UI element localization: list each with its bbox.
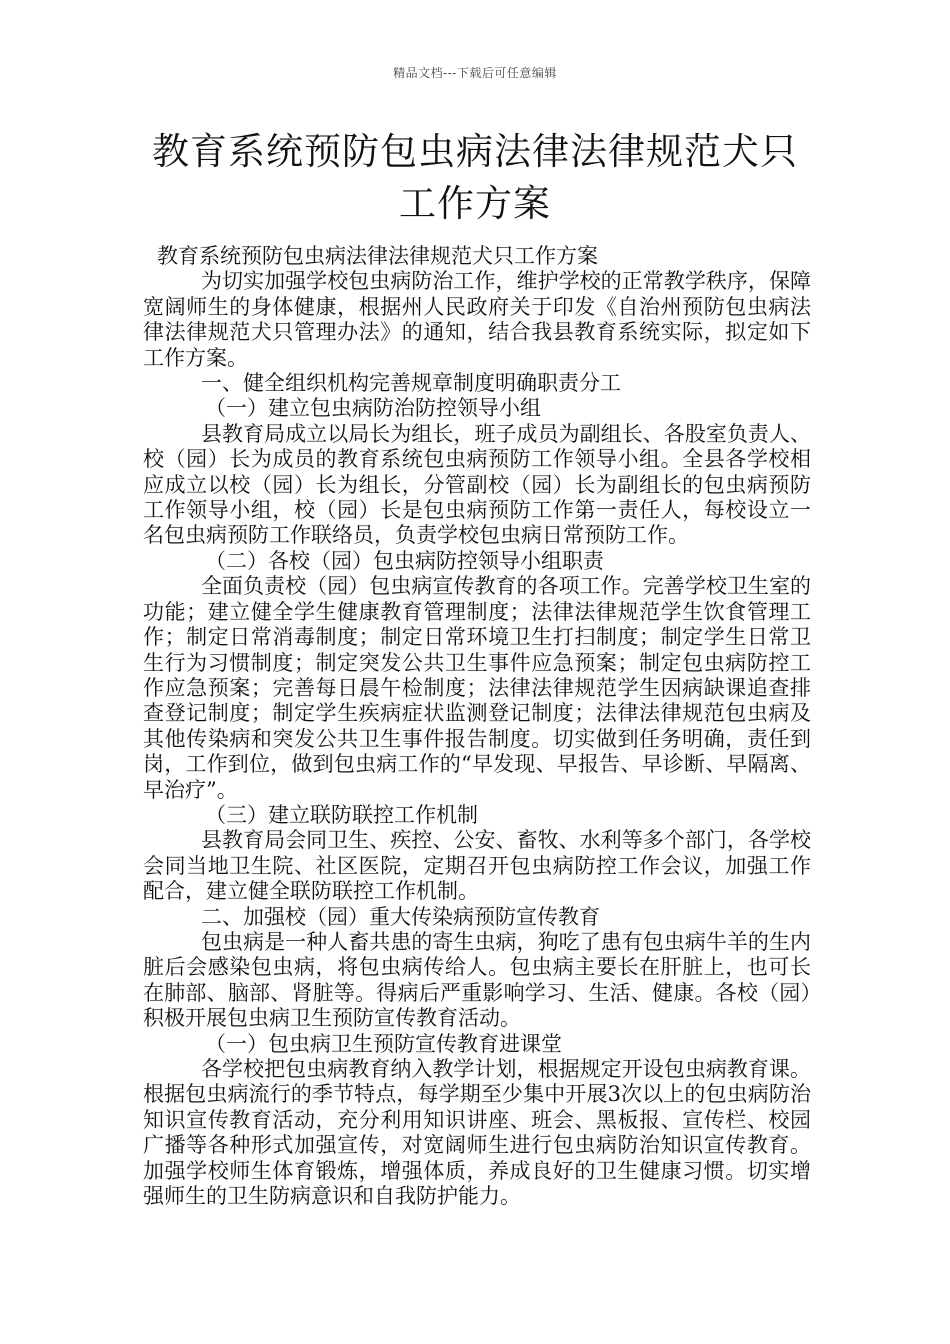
section-heading-2: 二、加强校（园）重大传染病预防宣传教育 <box>201 904 600 929</box>
subsection-heading-1-3: （三）建立联防联控工作机制 <box>205 802 478 827</box>
section-heading-1: 一、健全组织机构完善规章制度明确职责分工 <box>201 371 621 396</box>
body-paragraph: 全面负责校（园）包虫病宣传教育的各项工作。完善学校卫生室的功能；建立健全学生健康教育管理制度；法律法律规范学生饮食管理工作；制定日常消毒制度；制定日常环境卫生打扫制度；制定学生日常卫生行为习惯制度；制定突发公共卫生事件应急预案；制定包虫病防控工作应急预案；完善每日晨午检制度；法律法律规范学生因病缺课追查排查登记制度；制定学生疾病症状监测登记制度；法律法律规范包虫病及其他传染病和突发公共卫生事件报告制度。切实做到任务明确，责任到岗，工作到位，做到包虫病工作的“早发现、早报告、早诊断、早隔离、早治疗”。 <box>143 574 811 802</box>
document-title: 教育系统预防包虫病法律法律规范犬只工作方案 <box>152 130 798 225</box>
subsection-heading-2-1: （一）包虫病卫生预防宣传教育进课堂 <box>205 1031 562 1056</box>
document-body <box>143 244 811 1209</box>
body-paragraph: 各学校把包虫病教育纳入教学计划，根据规定开设包虫病教育课。根据包虫病流行的季节特点，每学期至少集中开展3次以上的包虫病防治知识宣传教育活动，充分利用知识讲座、班会、黑板报、宣传栏、校园广播等各种形式加强宣传，对宽阔师生进行包虫病防治知识宣传教育。加强学校师生体育锻炼，增强体质，养成良好的卫生健康习惯。切实增强师生的卫生防病意识和自我防护能力。 <box>143 1057 811 1209</box>
intro-paragraph: 为切实加强学校包虫病防治工作，维护学校的正常教学秩序，保障宽阔师生的身体健康，根据州人民政府关于印发《自治州预防包虫病法律法律规范犬只管理办法》的通知，结合我县教育系统实际，拟定如下工作方案。 <box>143 269 811 370</box>
header-note: 精品文档---下载后可任意编辑 <box>393 66 557 80</box>
subtitle-line: 教育系统预防包虫病法律法律规范犬只工作方案 <box>157 244 598 268</box>
body-paragraph: 包虫病是一种人畜共患的寄生虫病，狗吃了患有包虫病牛羊的生内脏后会感染包虫病，将包虫病传给人。包虫病主要长在肝脏上，也可长在肺部、脑部、肾脏等。得病后严重影响学习、生活、健康。各校（园）积极开展包虫病卫生预防宣传教育活动。 <box>143 929 811 1031</box>
body-paragraph: 县教育局会同卫生、疾控、公安、畜牧、水利等多个部门，各学校会同当地卫生院、社区医院，定期召开包虫病防控工作会议，加强工作配合，建立健全联防联控工作机制。 <box>143 828 811 904</box>
subsection-heading-1-2: （二）各校（园）包虫病防控领导小组职责 <box>205 548 604 573</box>
body-paragraph: 县教育局成立以局长为组长，班子成员为副组长、各股室负责人、校（园）长为成员的教育系统包虫病预防工作领导小组。全县各学校相应成立以校（园）长为组长，分管副校（园）长为副组长的包虫病预防工作领导小组，校（园）长是包虫病预防工作第一责任人，每校设立一名包虫病预防工作联络员，负责学校包虫病日常预防工作。 <box>143 421 811 548</box>
subsection-heading-1-1: （一）建立包虫病防治防控领导小组 <box>205 396 541 421</box>
